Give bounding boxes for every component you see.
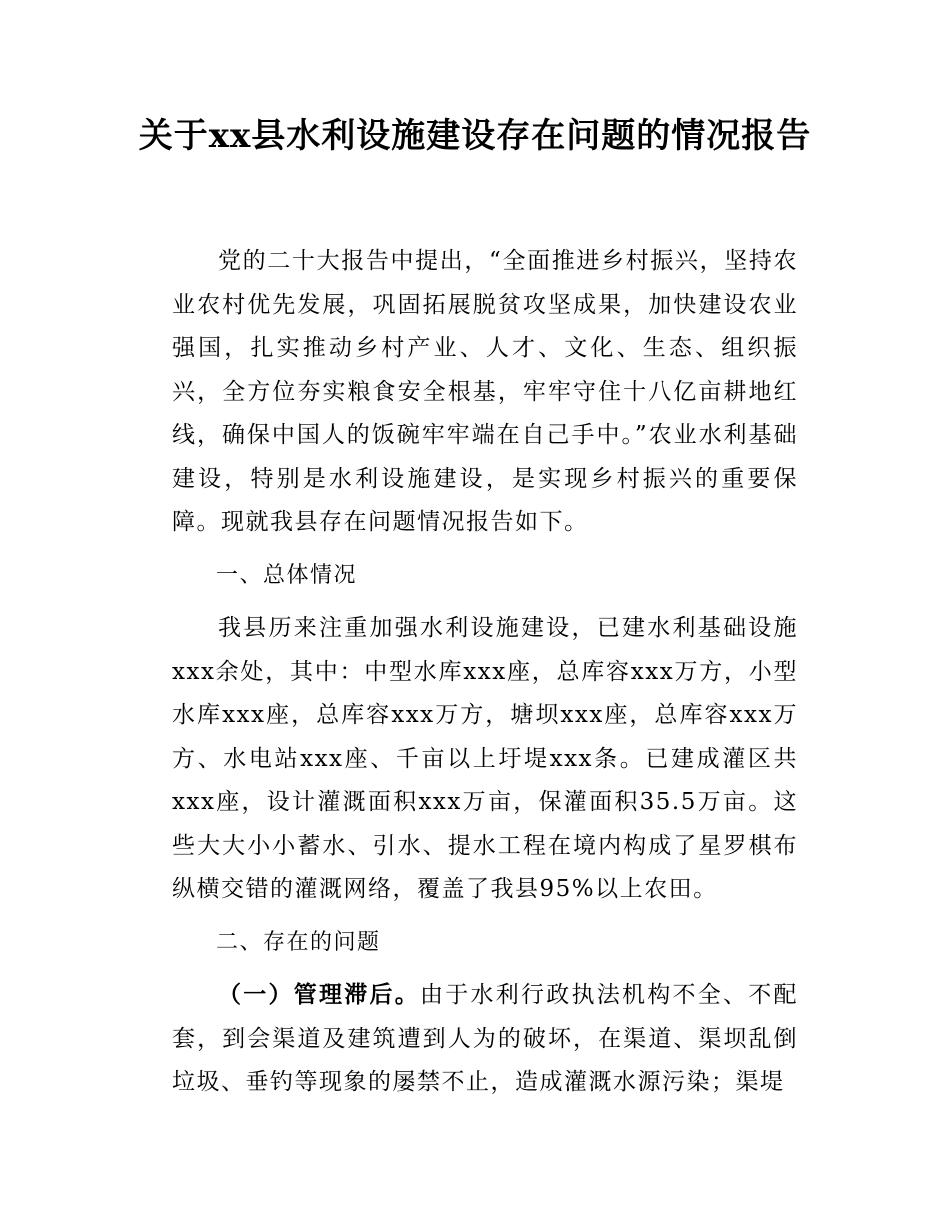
intro-paragraph: 党的二十大报告中提出，“全面推进乡村振兴，坚持农业农村优先发展，巩固拓展脱贫攻坚成果，加快建设农业强国，扎实推动乡村产业、人才、文化、生态、组织振兴，全方位夯实粮食安全根基，牢牢守住十八亿亩耕地红线，确保中国人的饭碗牢牢端在自己手中。”农业水利基础建设，特别是水利设施建设，是实现乡村振兴的重要保障。现就我县存在问题情况报告如下。 [172,248,798,535]
document-body [172,240,798,1105]
issue-text: 由于水利行政执法机构不全、不配套，到会渠道及建筑遭到人为的破坏，在渠道、渠坝乱倒垃圾、垂钓等现象的屡禁不止，造成灌溉水源污染；渠堤 [172,982,798,1095]
section-heading-problems: 二、存在的问题 [216,929,381,955]
issue-lead: （一）管理滞后。 [218,982,420,1008]
document-title: 关于xx县水利设施建设存在问题的情况报告 [138,116,812,156]
overview-paragraph: 我县历来注重加强水利设施建设，已建水利基础设施xxx余处，其中：中型水库xxx座，总库容xxx万方，小型水库xxx座，总库容xxx万方，塘坝xxx座，总库容xxx万方、水电站xxx座、千亩以上圩堤xxx条。已建成灌区共xxx座，设计灌溉面积xxx万亩，保灌面积35.5万亩。这些大大小小蓄水、引水、提水工程在境内构成了星罗棋布纵横交错的灌溉网络，覆盖了我县95%以上农田。 [172,615,798,902]
section-heading-overview: 一、总体情况 [216,562,358,588]
issue-paragraph [172,974,798,1105]
